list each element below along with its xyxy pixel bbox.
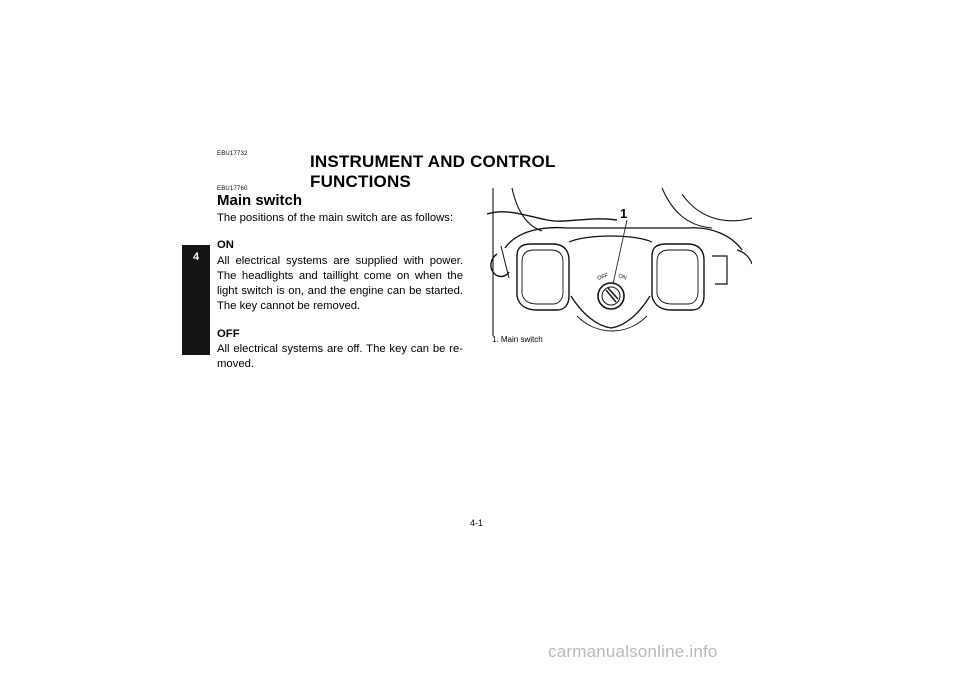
chapter-code: EBU17732: [217, 151, 248, 157]
off-description: All electrical systems are off. The key can be re-moved.: [217, 343, 463, 371]
section-title: Main switch: [217, 192, 303, 209]
watermark: carmanualsonline.info: [548, 642, 718, 661]
chapter-title: INSTRUMENT AND CONTROL FUNCTIONS: [310, 152, 556, 191]
figure-caption: 1. Main switch: [492, 335, 543, 344]
on-description: All electrical systems are supplied with power. The headlights and taillight come on when the light switch is on, and the engine can be started. The key cannot be removed.: [217, 254, 463, 313]
on-position-label: ON: [617, 273, 628, 282]
section-code: EBU17760: [217, 186, 248, 192]
off-position-label: OFF: [596, 272, 610, 282]
off-heading: OFF: [217, 327, 240, 340]
body-text: [217, 211, 463, 373]
page-number: 4-1: [470, 518, 484, 528]
main-switch-illustration: [487, 186, 752, 336]
chapter-tab: [182, 245, 210, 355]
chapter-tab-number: 4: [192, 251, 200, 263]
callout-number: 1: [620, 206, 628, 221]
on-heading: ON: [217, 239, 234, 252]
intro-text: The positions of the main switch are as follows:: [217, 212, 454, 224]
